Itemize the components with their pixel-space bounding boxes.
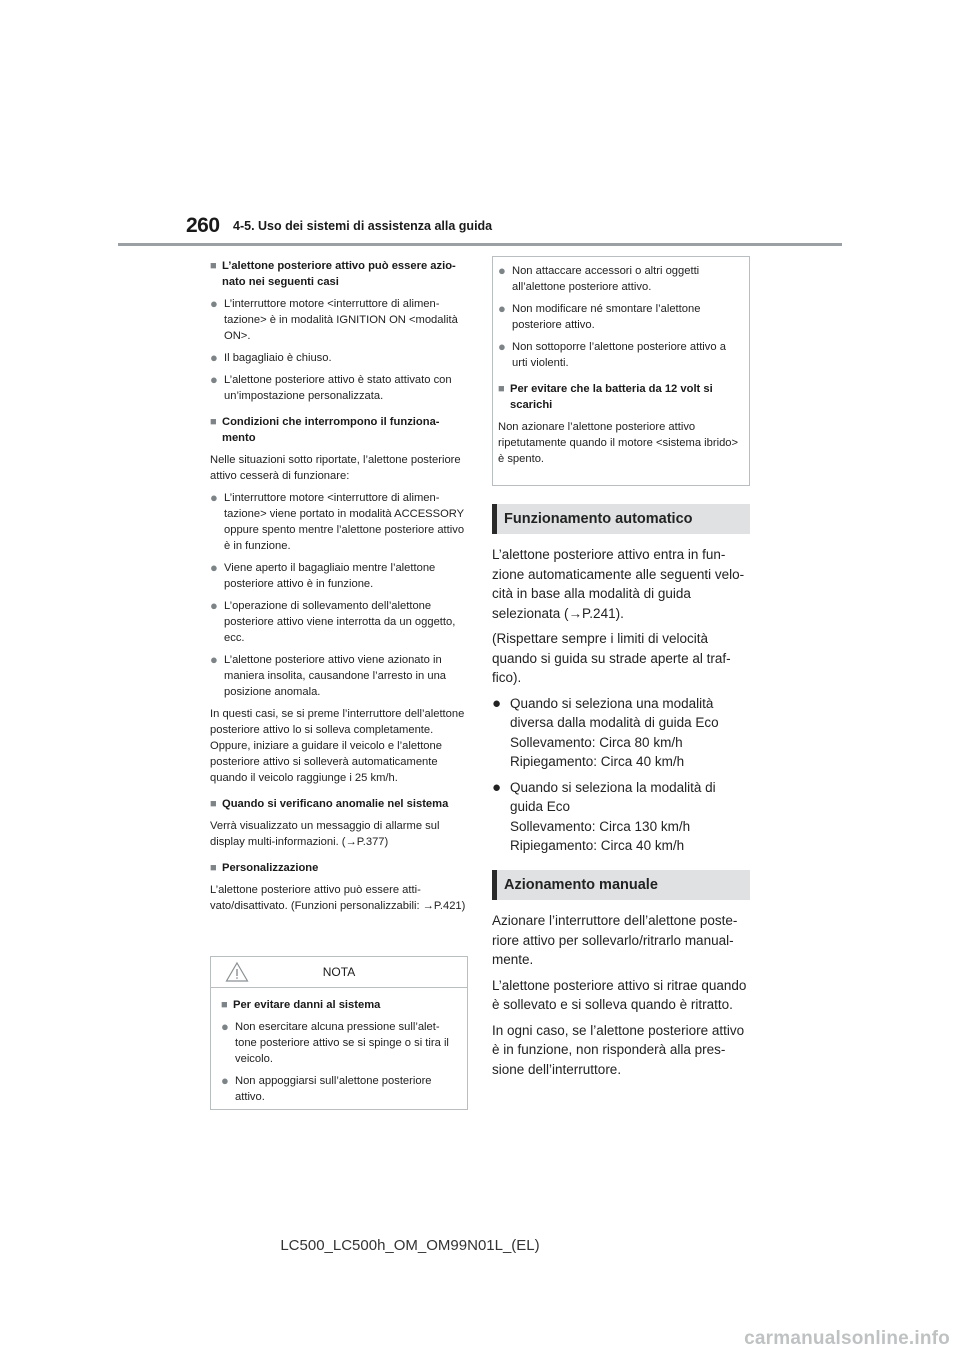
paragraph: Verrà visualizzato un messaggio di allarme sul display multi-informazioni. (→P.377)	[210, 820, 440, 848]
section-malfunction	[210, 796, 468, 850]
black-square-icon: ■	[210, 862, 217, 874]
bullet-dot-icon: ●	[210, 296, 218, 311]
list-item: ● Non appoggiarsi sull’alettone posteriore attivo.	[221, 1073, 432, 1103]
paragraph: L’alettone posteriore attivo entra in funzione automaticamente alle seguenti velocità in base alla modalità di guida selezionata (→P.241).	[492, 547, 745, 621]
manual-operation-text	[492, 911, 750, 1085]
paragraph: (Rispettare sempre i limiti di velocità quando si guida su strade aperte al traffico).	[492, 631, 731, 685]
black-square-icon: ■	[210, 416, 217, 428]
paragraph: L’alettone posteriore attivo può essere attivato/disattivato. (Funzioni personalizzabili: →P.421)	[210, 884, 466, 912]
nota-label: NOTA	[322, 965, 356, 979]
bullet-dot-icon: ●	[210, 652, 218, 667]
paragraph: In questi casi, se si preme l’interruttore dell’alettone posteriore attivo lo si solleva completamente. Oppure, iniziare a guidare il veicolo e l’alettone posteriore attivo si solleverà automaticamente quando il veicolo raggiunge i 25 km/h.	[210, 708, 465, 784]
section-customization	[210, 860, 468, 914]
left-column	[210, 258, 468, 924]
bullet-dot-icon: ●	[210, 490, 218, 505]
black-square-icon: ■	[498, 383, 505, 395]
list-item: ● Il bagagliaio è chiuso.	[210, 350, 332, 365]
section-active-conditions	[210, 258, 468, 404]
section-heading: Quando si verificano anomalie nel sistema	[222, 798, 449, 810]
section-heading: Personalizzazione	[222, 862, 319, 874]
bullet-dot-icon: ●	[498, 263, 506, 278]
bullet-dot-icon: ●	[221, 1019, 229, 1034]
list-item: ● Non attaccare accessori o altri oggetti all’alettone posteriore attivo.	[498, 263, 700, 293]
list-item: ● L’alettone posteriore attivo viene azionato in maniera insolita, causandone l’arresto in una posizione anomala.	[210, 652, 447, 698]
black-square-icon: ■	[210, 798, 217, 810]
footer-code: LC500_LC500h_OM_OM99N01L_(EL)	[280, 1237, 540, 1254]
watermark: carmanualsonline.info	[744, 1328, 950, 1349]
paragraph: L’alettone posteriore attivo si ritrae quando è sollevato e si solleva quando è ritratto.	[492, 977, 747, 1012]
bullet-dot-icon: ●	[221, 1073, 229, 1088]
section-heading: Per evitare che la batteria da 12 volt si scarichi	[510, 383, 713, 411]
nota-box	[210, 956, 468, 1110]
list-item: ● Non esercitare alcuna pressione sull’alettone posteriore attivo se si spinge o si tira il veicolo.	[221, 1019, 449, 1065]
bullet-dot-icon: ●	[210, 598, 218, 613]
black-square-icon: ■	[210, 260, 217, 272]
black-square-icon: ■	[221, 999, 228, 1011]
bullet-dot-icon: ●	[210, 350, 218, 365]
bullet-dot-icon: ●	[492, 694, 502, 712]
bullet-dot-icon: ●	[498, 301, 506, 316]
paragraph: In ogni caso, se l’alettone posteriore attivo è in funzione, non risponderà alla pressione dell’interruttore.	[492, 1022, 745, 1077]
nota-header	[211, 957, 467, 988]
section-heading: Per evitare danni al sistema	[233, 999, 381, 1011]
paragraph: Azionare l’interruttore dell’alettone posteriore attivo per sollevarlo/ritrarlo manualmente.	[492, 913, 738, 967]
list-item: ● Non modificare né smontare l’alettone posteriore attivo.	[498, 301, 701, 331]
bullet-dot-icon: ●	[492, 778, 502, 796]
section-heading: Condizioni che interrompono il funzionamento	[222, 416, 440, 444]
heading-manual-operation: Azionamento manuale	[492, 870, 750, 900]
list-item: ● Viene aperto il bagagliaio mentre l’alettone posteriore attivo è in funzione.	[210, 560, 436, 590]
paragraph: Non azionare l’alettone posteriore attivo ripetutamente quando il motore <sistema ibrido> è spento.	[498, 421, 739, 465]
bullet-dot-icon: ●	[210, 560, 218, 575]
paragraph: Nelle situazioni sotto riportate, l’alettone posteriore attivo cesserà di funzionare:	[210, 454, 461, 482]
header-divider	[118, 243, 842, 246]
bullet-dot-icon: ●	[498, 339, 506, 354]
list-item: ● L’alettone posteriore attivo è stato attivato con un’impostazione personalizzata.	[210, 372, 452, 402]
warning-triangle-icon	[225, 961, 249, 983]
list-item: ● L’operazione di sollevamento dell’alettone posteriore attivo viene interrotta da un oggetto, ecc.	[210, 598, 456, 644]
list-item: ● Quando si seleziona una modalità diversa dalla modalità di guida Eco Sollevamento: Circa 80 km/h Ripiegamento: Circa 40 km/h	[492, 694, 750, 772]
list-item: ● L’interruttore motore <interruttore di alimentazione> è in modalità IGNITION ON <modalità ON>.	[210, 296, 458, 342]
section-heading: L’alettone posteriore attivo può essere azionato nei seguenti casi	[222, 260, 456, 288]
section-stop-conditions	[210, 414, 468, 786]
automatic-operation-text	[492, 545, 750, 856]
list-item: ● Quando si seleziona la modalità di guida Eco Sollevamento: Circa 130 km/h Ripiegamento: Circa 40 km/h	[492, 778, 750, 856]
page-number: 260	[186, 214, 220, 237]
bullet-dot-icon: ●	[210, 372, 218, 387]
list-item: ● L’interruttore motore <interruttore di alimentazione> viene portato in modalità ACCESSORY oppure spento mentre l’alettone posteriore attivo è in funzione.	[210, 490, 465, 552]
caution-continuation-box	[492, 256, 750, 486]
heading-automatic-operation: Funzionamento automatico	[492, 504, 750, 534]
section-title: 4-5. Uso dei sistemi di assistenza alla guida	[233, 219, 493, 233]
list-item: ● Non sottoporre l’alettone posteriore attivo a urti violenti.	[498, 339, 726, 369]
